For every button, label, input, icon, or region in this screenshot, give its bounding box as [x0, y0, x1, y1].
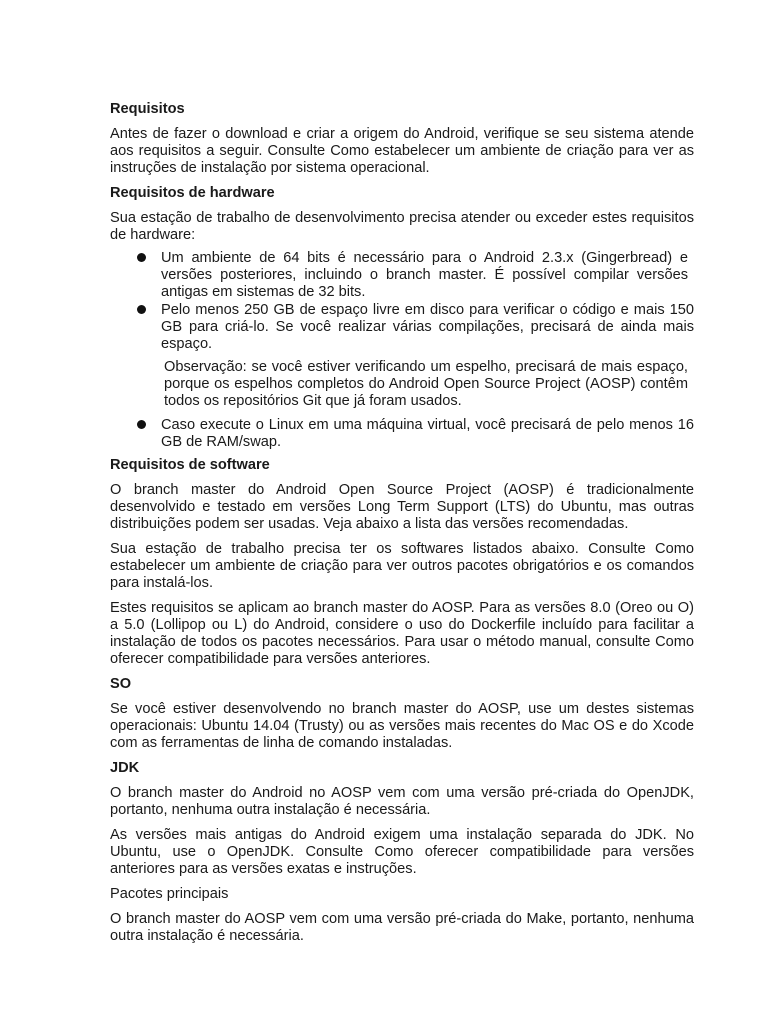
paragraph-jdk-2: As versões mais antigas do Android exigem uma instalação separada do JDK. No Ubuntu, use o OpenJDK. Consulte Como oferecer compatibilidade para versões anteriores para as versões exatas e instruções.	[110, 827, 694, 877]
paragraph-software-3: Estes requisitos se aplicam ao branch master do AOSP. Para as versões 8.0 (Oreo ou O) a 5.0 (Lollipop ou L) do Android, considere o uso do Dockerfile incluído para facilitar a instalação de todos os pacotes necessários. Para usar o método manual, consulte Como oferecer compatibilidade para versões anteriores.	[110, 600, 694, 667]
document-page	[110, 101, 694, 953]
list-item-text: Caso execute o Linux em uma máquina virtual, você precisará de pelo menos 16 GB de RAM/swap.	[161, 417, 694, 450]
list-item	[110, 417, 694, 451]
paragraph-pacotes: O branch master do AOSP vem com uma versão pré-criada do Make, portanto, nenhuma outra instalação é necessária.	[110, 911, 694, 944]
paragraph-so: Se você estiver desenvolvendo no branch master do AOSP, use um destes sistemas operacionais: Ubuntu 14.04 (Trusty) ou as versões mais recentes do Mac OS e do Xcode com as ferramentas de linha de comando instaladas.	[110, 701, 694, 751]
list-item	[110, 250, 694, 301]
note-paragraph: Observação: se você estiver verificando um espelho, precisará de mais espaço, porque os espelhos completos do Android Open Source Project (AOSP) contêm todos os repositórios Git que já foram usados.	[164, 359, 688, 409]
list-item-text: Um ambiente de 64 bits é necessário para o Android 2.3.x (Gingerbread) e versões posteriores, incluindo o branch master. É possível compilar versões antigas em sistemas de 32 bits.	[161, 250, 688, 300]
heading-hardware: Requisitos de hardware	[110, 185, 275, 201]
list-item-text: Pelo menos 250 GB de espaço livre em disco para verificar o código e mais 150 GB para criá-lo. Se você realizar várias compilações, precisará de ainda mais espaço.	[161, 302, 694, 352]
bullet-icon	[137, 305, 146, 314]
paragraph-software-2: Sua estação de trabalho precisa ter os softwares listados abaixo. Consulte Como estabelecer um ambiente de criação para ver outros pacotes obrigatórios e os comandos para instalá-los.	[110, 541, 694, 591]
heading-software: Requisitos de software	[110, 457, 270, 473]
paragraph-jdk-1: O branch master do Android no AOSP vem com uma versão pré-criada do OpenJDK, portanto, nenhuma outra instalação é necessária.	[110, 785, 694, 818]
paragraph-software-1: O branch master do Android Open Source Project (AOSP) é tradicionalmente desenvolvido e testado em versões Long Term Support (LTS) do Ubuntu, mas outras distribuições podem ser usadas. Veja abaixo a lista das versões recomendadas.	[110, 482, 694, 532]
heading-pacotes: Pacotes principais	[110, 886, 229, 902]
hardware-list	[110, 250, 694, 353]
heading-so: SO	[110, 676, 132, 692]
paragraph-hardware-intro: Sua estação de trabalho de desenvolvimento precisa atender ou exceder estes requisitos de hardware:	[110, 210, 694, 243]
heading-requisitos: Requisitos	[110, 101, 185, 117]
heading-jdk: JDK	[110, 760, 140, 776]
bullet-icon	[137, 253, 146, 262]
paragraph-requisitos-intro: Antes de fazer o download e criar a origem do Android, verifique se seu sistema atende aos requisitos a seguir. Consulte Como estabelecer um ambiente de criação para ver as instruções de instalação por sistema operacional.	[110, 126, 694, 176]
hardware-list-continued	[110, 417, 694, 451]
bullet-icon	[137, 420, 146, 429]
list-item	[110, 302, 694, 353]
